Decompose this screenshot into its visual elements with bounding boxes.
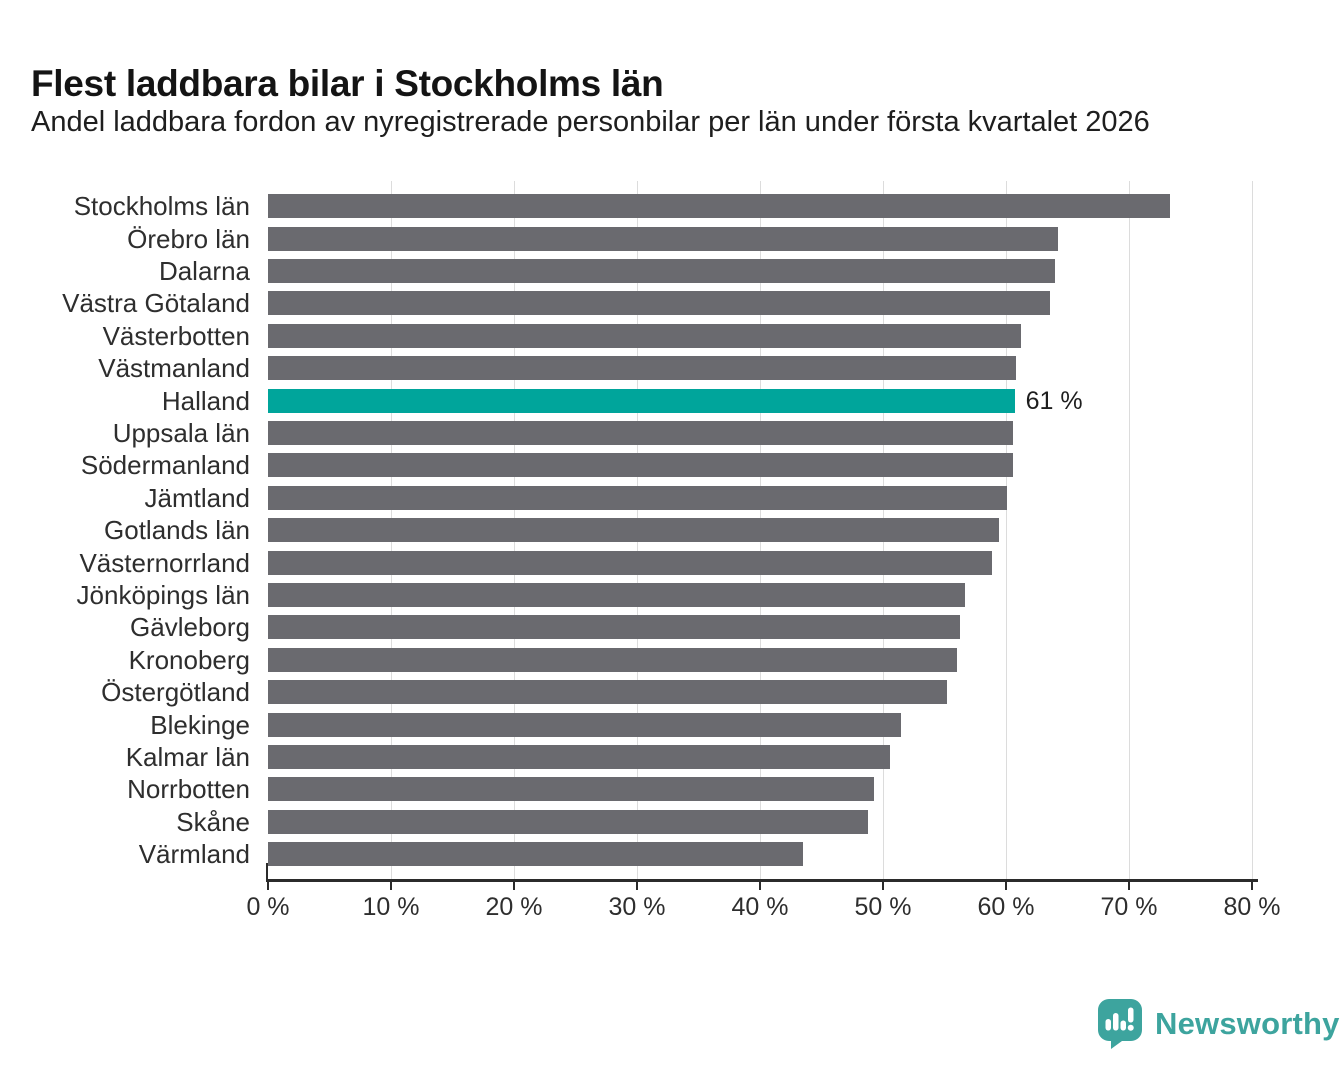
category-label: Stockholms län <box>73 191 250 222</box>
bar-norrbotten <box>268 777 874 801</box>
bar-dalarna <box>268 259 1055 283</box>
category-label: Södermanland <box>80 450 250 481</box>
category-label: Blekinge <box>150 709 250 740</box>
bar-g-vleborg <box>268 615 960 639</box>
category-label: Örebro län <box>127 223 250 254</box>
bar-v-rmland <box>268 842 803 866</box>
bar-j-nk-pings-l-n <box>268 583 965 607</box>
chart-title: Flest laddbara bilar i Stockholms län <box>31 62 664 104</box>
x-axis-tick-label: 50 % <box>854 893 912 921</box>
category-label: Skåne <box>176 806 250 837</box>
x-axis-tick <box>882 882 884 890</box>
x-axis-tick-label: 70 % <box>1100 893 1158 921</box>
brand-footer <box>1098 999 1340 1049</box>
x-axis-tick <box>759 882 761 890</box>
bar-v-stmanland <box>268 356 1016 380</box>
category-label: Västra Götaland <box>62 288 250 319</box>
bar--rebro-l-n <box>268 227 1058 251</box>
gridline <box>1252 181 1253 879</box>
category-label: Dalarna <box>158 256 250 286</box>
x-axis-tick-label: 0 % <box>246 893 290 921</box>
bar-v-stra-g-taland <box>268 291 1050 315</box>
x-axis-tick-label: 40 % <box>731 893 789 921</box>
x-axis-tick <box>267 882 269 890</box>
bar-sk-ne <box>268 810 868 834</box>
bar-kalmar-l-n <box>268 745 890 769</box>
bar-j-mtland <box>268 486 1007 510</box>
bar-uppsala-l-n <box>268 421 1013 445</box>
category-label: Norrbotten <box>127 774 250 805</box>
newsworthy-logo-icon <box>1098 999 1142 1049</box>
bar-kronoberg <box>268 648 957 672</box>
category-label: Gävleborg <box>130 612 250 643</box>
x-axis-tick <box>1251 882 1253 890</box>
gridline <box>1006 181 1007 879</box>
x-axis-tick-label: 20 % <box>485 893 543 921</box>
category-label: Västernorrland <box>79 547 250 578</box>
bar-v-sternorrland <box>268 551 992 575</box>
x-axis-tick-label: 60 % <box>977 893 1035 921</box>
bar-blekinge <box>268 713 901 737</box>
x-axis-tick <box>390 882 392 890</box>
x-axis-tick-label: 10 % <box>362 893 420 921</box>
x-axis-tick <box>513 882 515 890</box>
x-axis-tick <box>636 882 638 890</box>
category-label: Halland <box>161 385 250 416</box>
bar-stockholms-l-n <box>268 194 1170 218</box>
category-label: Östergötland <box>101 677 250 708</box>
bar-s-dermanland <box>268 453 1013 477</box>
bar--sterg-tland <box>268 680 947 704</box>
category-label: Kronoberg <box>128 644 250 675</box>
category-label: Västmanland <box>98 353 250 384</box>
chart-subtitle: Andel laddbara fordon av nyregistrerade personbilar per län under första kvartalet 2026 <box>31 106 1150 138</box>
bar-v-sterbotten <box>268 324 1021 348</box>
bar-value-label: 61 % <box>1025 386 1083 415</box>
category-label: Jämtland <box>144 482 250 513</box>
x-axis-tick <box>1005 882 1007 890</box>
axis-start-tick <box>266 863 268 879</box>
x-axis-line <box>266 879 1258 882</box>
x-axis-tick <box>1128 882 1130 890</box>
category-label: Gotlands län <box>104 515 250 546</box>
x-axis-tick-label: 80 % <box>1223 893 1281 921</box>
category-label: Jönköpings län <box>76 580 250 610</box>
category-label: Värmland <box>138 839 250 870</box>
x-axis-tick-label: 30 % <box>608 893 666 921</box>
brand-name: Newsworthy <box>1155 1006 1340 1041</box>
category-label: Kalmar län <box>125 742 250 772</box>
bar-gotlands-l-n <box>268 518 999 542</box>
bar-halland <box>268 389 1015 413</box>
gridline <box>1129 181 1130 879</box>
category-label: Uppsala län <box>112 418 250 448</box>
category-label: Västerbotten <box>102 320 250 351</box>
